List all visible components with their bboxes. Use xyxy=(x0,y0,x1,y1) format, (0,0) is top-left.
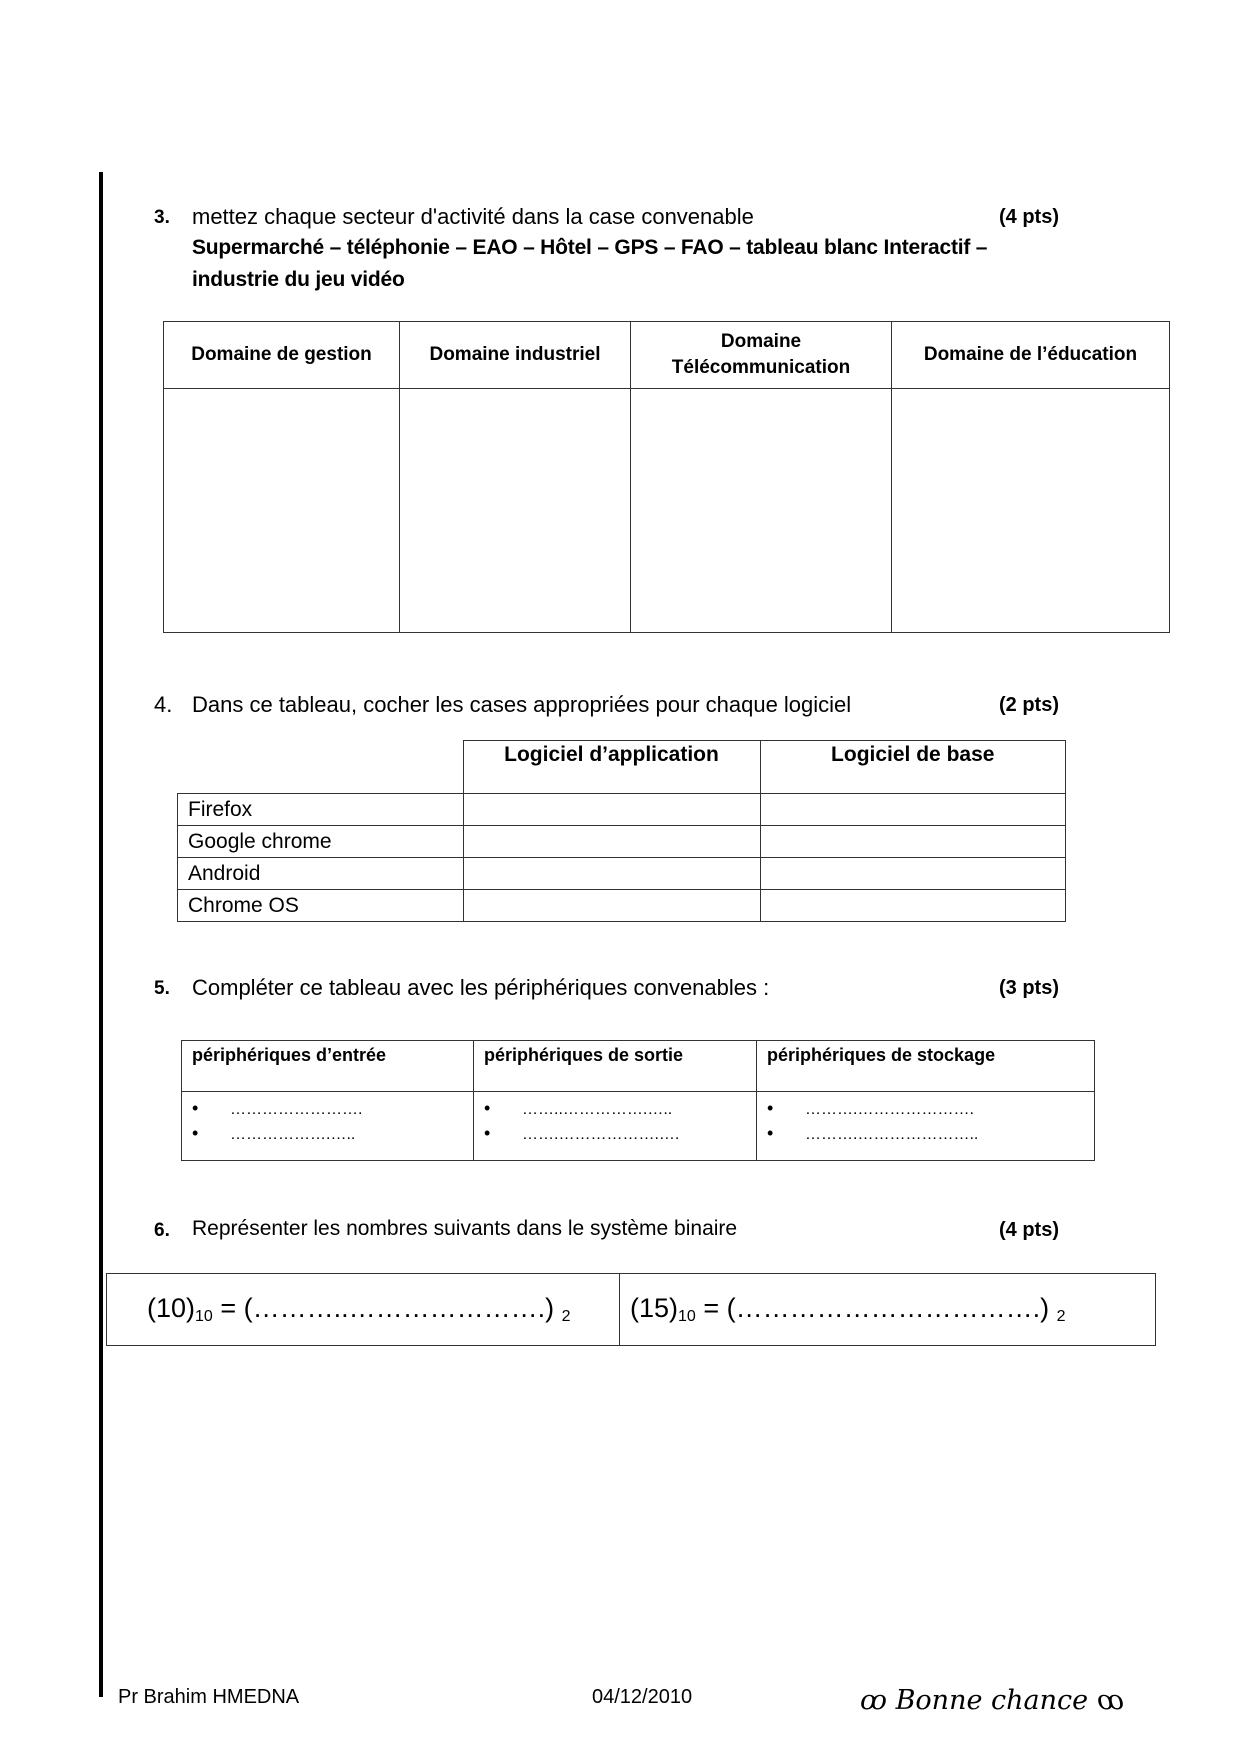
margin-vertical-line xyxy=(99,172,103,1697)
cell-telecom[interactable] xyxy=(631,389,892,633)
binary-table xyxy=(106,1273,1156,1346)
cell-gestion[interactable] xyxy=(164,389,400,633)
footer-date: 04/12/2010 xyxy=(592,1686,693,1708)
q6-points: (4 pts) xyxy=(999,1219,1059,1241)
checkbox-cell[interactable] xyxy=(463,890,760,922)
checkbox-cell[interactable] xyxy=(760,858,1066,890)
cell-entree[interactable] xyxy=(182,1092,474,1161)
header-application: Logiciel d’application xyxy=(463,741,760,794)
ornament-right-icon: ꝏ xyxy=(1096,1685,1124,1716)
cell-sortie[interactable] xyxy=(474,1092,757,1161)
list-item: • ……………………. xyxy=(192,1098,363,1118)
checkbox-cell[interactable] xyxy=(760,826,1066,858)
cell-stockage[interactable] xyxy=(757,1092,1095,1161)
software-table xyxy=(177,740,1066,922)
checkbox-cell[interactable] xyxy=(463,826,760,858)
wish-text: Bonne chance xyxy=(895,1685,1089,1716)
list-item: • ……….………………….. xyxy=(767,1123,979,1143)
header-telecom-line1: Domaine xyxy=(720,331,802,352)
checkbox-cell[interactable] xyxy=(463,858,760,890)
q3-items-line1: Supermarché – téléphonie – EAO – Hôtel – GPS – FAO – tableau blanc Interactif – xyxy=(192,236,988,259)
q6-number: 6. xyxy=(154,1220,170,1241)
footer-author: Pr Brahim HMEDNA xyxy=(118,1686,300,1708)
header-gestion: Domaine de gestion xyxy=(164,322,400,389)
checkbox-cell[interactable] xyxy=(760,794,1066,826)
row-label: Google chrome xyxy=(178,826,464,858)
checkbox-cell[interactable] xyxy=(760,890,1066,922)
q3-number: 3. xyxy=(154,207,170,228)
header-telecom xyxy=(631,322,892,389)
peripherals-table xyxy=(181,1040,1095,1161)
q4-number: 4. xyxy=(154,692,173,717)
list-item: • ……………….….. xyxy=(192,1123,356,1143)
ornament-left-icon: ꝏ xyxy=(860,1685,887,1716)
cell-industriel[interactable] xyxy=(400,389,631,633)
list-item: • …….……………….…. xyxy=(484,1123,680,1143)
q4-text: Dans ce tableau, cocher les cases appropriées pour chaque logiciel xyxy=(192,692,852,717)
header-education: Domaine de l’éducation xyxy=(892,322,1170,389)
row-label: Android xyxy=(178,858,464,890)
row-label: Firefox xyxy=(178,794,464,826)
q5-number: 5. xyxy=(154,978,170,999)
q6-text: Représenter les nombres suivants dans le système binaire xyxy=(192,1217,738,1240)
header-sortie: périphériques de sortie xyxy=(474,1041,757,1092)
list-item: • ……….…………………. xyxy=(767,1098,974,1118)
table-row xyxy=(178,826,1066,858)
row-label: Chrome OS xyxy=(178,890,464,922)
header-stockage: périphériques de stockage xyxy=(757,1041,1095,1092)
q3-points: (4 pts) xyxy=(999,206,1059,228)
footer-wish xyxy=(860,1685,1124,1716)
q4-points: (2 pts) xyxy=(999,694,1059,716)
binary-cell-10[interactable]: (10)10 = (………..………………….) 2 xyxy=(107,1274,620,1346)
header-entree: périphériques d’entrée xyxy=(182,1041,474,1092)
header-base: Logiciel de base xyxy=(760,741,1066,794)
table-row xyxy=(178,794,1066,826)
q5-points: (3 pts) xyxy=(999,977,1059,999)
list-item: • ……..…………….….. xyxy=(484,1098,673,1118)
header-empty xyxy=(178,741,464,794)
checkbox-cell[interactable] xyxy=(463,794,760,826)
domain-table xyxy=(163,321,1170,633)
header-telecom-line2: Télécommunication xyxy=(671,357,851,378)
cell-education[interactable] xyxy=(892,389,1170,633)
q3-text: mettez chaque secteur d'activité dans la case convenable xyxy=(192,204,754,229)
header-industriel: Domaine industriel xyxy=(400,322,631,389)
q5-text: Compléter ce tableau avec les périphériques convenables : xyxy=(192,975,770,1000)
table-row xyxy=(178,890,1066,922)
q3-items-line2: industrie du jeu vidéo xyxy=(192,268,405,291)
binary-cell-15[interactable]: (15)10 = (…………………………….) 2 xyxy=(620,1274,1156,1346)
table-row xyxy=(178,858,1066,890)
